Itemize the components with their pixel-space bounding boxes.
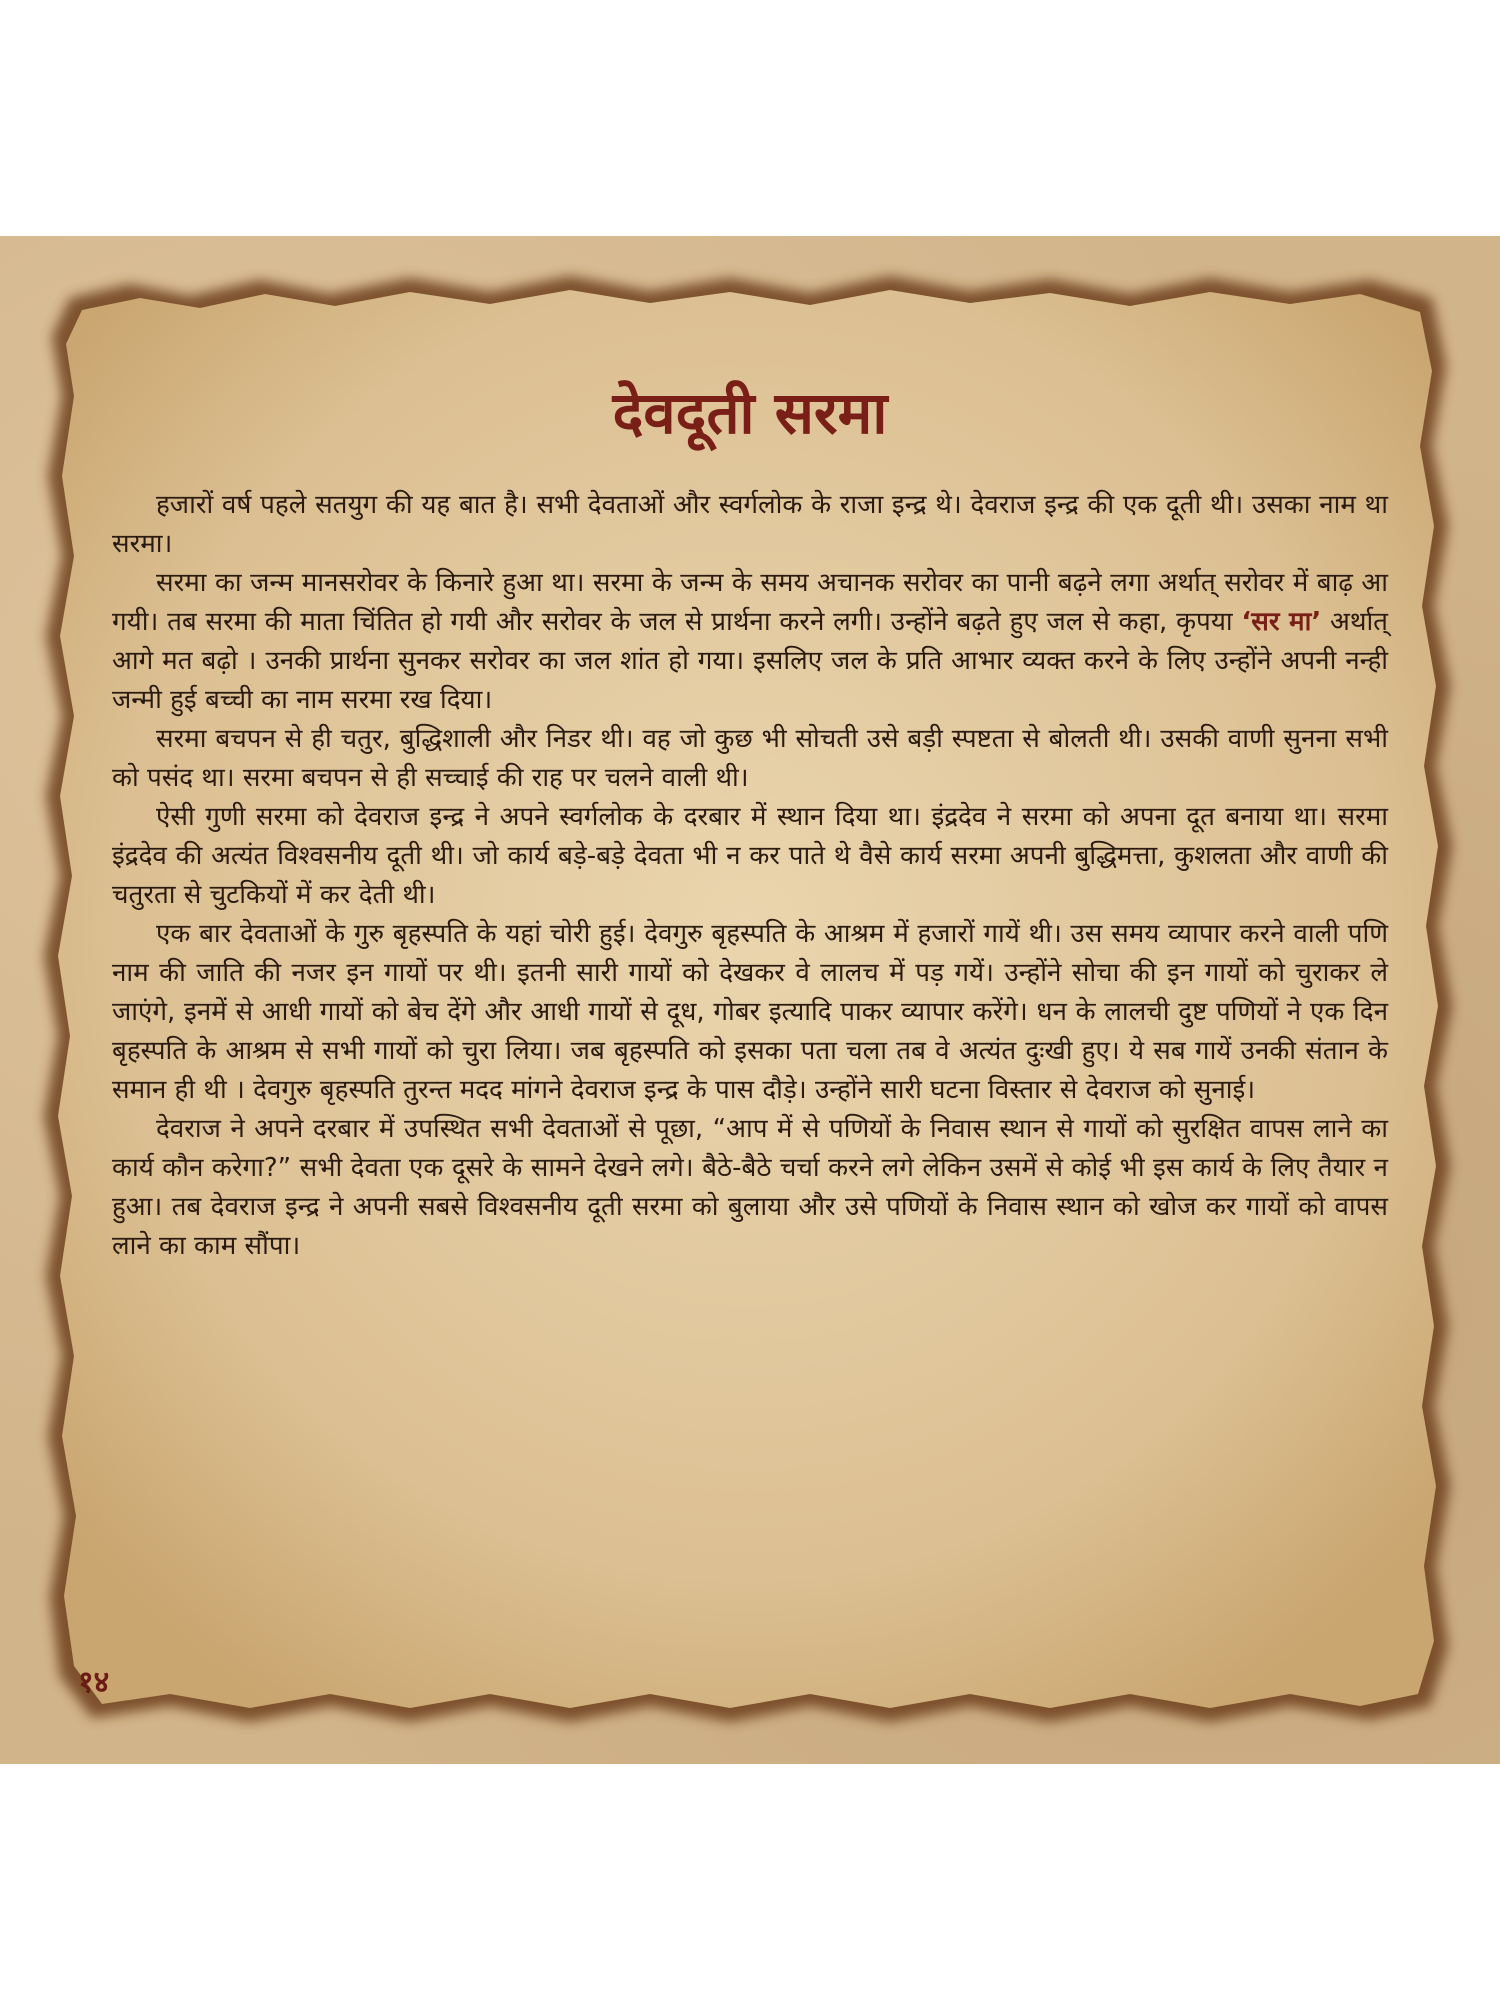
page-title: देवदूती सरमा: [612, 379, 888, 447]
paragraph-2-start: सरमा का जन्म मानसरोवर के किनारे हुआ था। सरमा के जन्म के समय अचानक सरोवर का पानी बढ़ने लगा अर्थात् सरोवर में बाढ़ आ गयी। तब सरमा की माता चिंतित हो गयी और सरोवर के जल से प्रार्थना करने लगी। उन्होंने बढ़ते हुए जल से कहा, कृपया: [112, 568, 1388, 637]
paragraph-6: देवराज ने अपने दरबार में उपस्थित सभी देवताओं से पूछा, “आप में से पणियों के निवास स्थान से गायों को सुरक्षित वापस लाने का कार्य कौन करेगा?” सभी देवता एक दूसरे के सामने देखने लगे। बैठे-बैठे चर्चा करने लगे लेकिन उसमें से कोई भी इस कार्य के लिए तैयार न हुआ। तब देवराज इन्द्र ने अपनी सबसे विश्वसनीय दूती सरमा को बुलाया और उसे पणियों के निवास स्थान को खोज कर गायों को वापस लाने का काम सौंपा।: [112, 1114, 1388, 1261]
paragraph-3: सरमा बचपन से ही चतुर, बुद्धिशाली और निडर थी। वह जो कुछ भी सोचती उसे बड़ी स्पष्टता से बोलती थी। उसकी वाणी सुनना सभी को पसंद था। सरमा बचपन से ही सच्चाई की राह पर चलने वाली थी।: [112, 724, 1388, 793]
story-body: [112, 486, 1388, 1266]
page-number: १४: [78, 1665, 110, 1700]
paragraph-4: ऐसी गुणी सरमा को देवराज इन्द्र ने अपने स्वर्गलोक के दरबार में स्थान दिया था। इंद्रदेव ने सरमा को अपना दूत बनाया था। सरमा इंद्रदेव की अत्यंत विश्वसनीय दूती थी। जो कार्य बड़े-बड़े देवता भी न कर पाते थे वैसे कार्य सरमा अपनी बुद्धिमत्ता, कुशलता और वाणी की चतुरता से चुटकियों में कर देती थी।: [112, 802, 1388, 910]
parchment-board: [0, 236, 1500, 1764]
highlighted-phrase: ‘सर मा’: [1241, 607, 1322, 637]
paragraph-2-end: अर्थात् आगे मत बढ़ो । उनकी प्रार्थना सुनकर सरोवर का जल शांत हो गया। इसलिए जल के प्रति आभार व्यक्त करने के लिए उन्होंने अपनी नन्ही जन्मी हुई बच्ची का नाम सरमा रख दिया।: [112, 607, 1388, 715]
paragraph-5: एक बार देवताओं के गुरु बृहस्पति के यहां चोरी हुई। देवगुरु बृहस्पति के आश्रम में हजारों गायें थी। उस समय व्यापार करने वाली पणि नाम की जाति की नजर इन गायों पर थी। इतनी सारी गायों को देखकर वे लालच में पड़ गयें। उन्होंने सोचा की इन गायों को चुराकर ले जाएंगे, इनमें से आधी गायों को बेच देंगे और आधी गायों से दूध, गोबर इत्यादि पाकर व्यापार करेंगे। धन के लालची दुष्ट पणियों ने एक दिन बृहस्पति के आश्रम से सभी गायों को चुरा लिया। जब बृहस्पति को इसका पता चला तब वे अत्यंत दुःखी हुए। ये सब गायें उनकी संतान के समान ही थी । देवगुरु बृहस्पति तुरन्त मदद मांगने देवराज इन्द्र के पास दौड़े। उन्होंने सारी घटना विस्तार से देवराज को सुनाई।: [112, 919, 1388, 1105]
paragraph-1: हजारों वर्ष पहले सतयुग की यह बात है। सभी देवताओं और स्वर्गलोक के राजा इन्द्र थे। देवराज इन्द्र की एक दूती थी। उसका नाम था सरमा।: [112, 490, 1388, 559]
paragraph-2: [112, 564, 1388, 720]
